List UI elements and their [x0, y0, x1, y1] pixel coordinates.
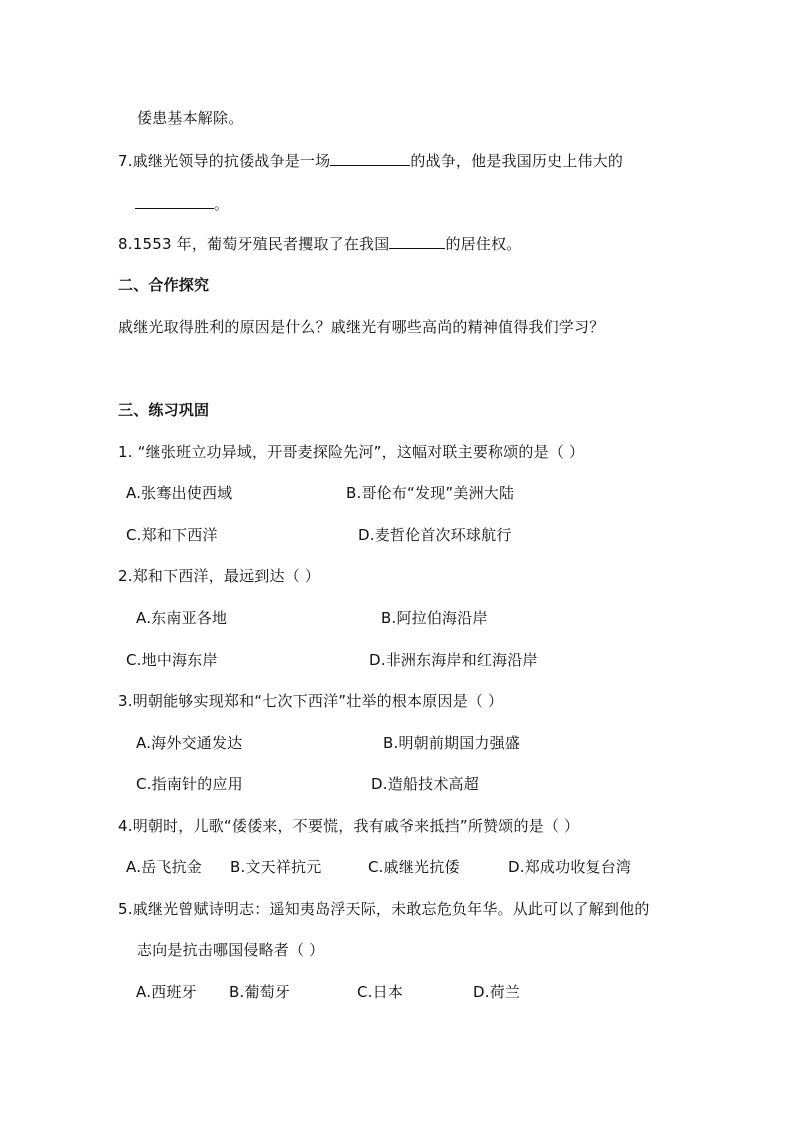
exercise-5-option-c[interactable]: C.日本	[357, 983, 404, 1001]
exercise-1-option-d[interactable]: D.麦哲伦首次环球航行	[358, 526, 512, 544]
exercise-3-option-d[interactable]: D.造船技术高超	[371, 775, 479, 793]
question-8-text-1: 8.1553 年，葡萄牙殖民者攫取了在我国	[118, 235, 390, 253]
exercise-5-option-d[interactable]: D.荷兰	[473, 983, 521, 1001]
exercise-3-option-b[interactable]: B.明朝前期国力强盛	[383, 734, 521, 752]
exercise-4-stem: 4.明朝时，儿歌“倭倭来，不要慌，我有戚爷来抵挡”所赞颂的是（ ）	[118, 817, 580, 835]
exercise-5-stem-line-1: 5.戚继光曾赋诗明志：遥知夷岛浮天际，未敢忘危负年华。从此可以了解到他的	[118, 900, 650, 918]
exercise-2-option-d[interactable]: D.非洲东海岸和红海沿岸	[369, 651, 538, 669]
question-8	[118, 233, 521, 254]
previous-question-continuation: 倭患基本解除。	[137, 109, 244, 127]
exercise-4-option-c[interactable]: C.戚继光抗倭	[368, 858, 460, 876]
exercise-1-option-b[interactable]: B.哥伦布“发现”美洲大陆	[346, 484, 515, 502]
exercise-5-option-b[interactable]: B.葡萄牙	[229, 983, 291, 1001]
exercise-5-stem-line-2: 志向是抗击哪国侵略者（ ）	[137, 941, 325, 959]
question-7-text-3: 。	[214, 195, 230, 213]
question-7-text-1: 7.戚继光领导的抗倭战争是一场	[118, 152, 331, 170]
question-7-blank-1[interactable]	[330, 150, 410, 166]
exercise-2-option-a[interactable]: A.东南亚各地	[136, 609, 228, 627]
exercise-2-option-c[interactable]: C.地中海东岸	[126, 651, 218, 669]
exercise-4-option-d[interactable]: D.郑成功收复台湾	[508, 858, 632, 876]
section-2-question: 戚继光取得胜利的原因是什么？戚继光有哪些高尚的精神值得我们学习？	[118, 318, 605, 336]
section-3-title: 三、练习巩固	[118, 401, 210, 419]
question-8-text-2: 的居住权。	[445, 235, 522, 253]
section-2-title: 二、合作探究	[118, 276, 210, 294]
exercise-2-stem: 2.郑和下西洋，最远到达（ ）	[118, 567, 321, 585]
exercise-5-option-a[interactable]: A.西班牙	[136, 983, 197, 1001]
exercise-2-option-b[interactable]: B.阿拉伯海沿岸	[381, 609, 488, 627]
exercise-1-option-a[interactable]: A.张骞出使西域	[126, 484, 233, 502]
exercise-3-option-c[interactable]: C.指南针的应用	[136, 775, 243, 793]
exercise-1-option-c[interactable]: C.郑和下西洋	[126, 526, 218, 544]
exercise-3-stem: 3.明朝能够实现郑和“七次下西洋”壮举的根本原因是（ ）	[118, 692, 504, 710]
exercise-1-stem: 1. “继张班立功异域，开哥麦探险先河”，这幅对联主要称颂的是（ ）	[118, 443, 585, 461]
question-7-text-2: 的战争，他是我国历史上伟大的	[410, 152, 624, 170]
exercise-3-option-a[interactable]: A.海外交通发达	[136, 734, 243, 752]
question-7-line-2	[135, 193, 229, 214]
question-8-blank[interactable]	[389, 233, 445, 249]
exercise-4-option-b[interactable]: B.文天祥抗元	[230, 858, 322, 876]
question-7	[118, 150, 623, 171]
exercise-4-option-a[interactable]: A.岳飞抗金	[126, 858, 202, 876]
question-7-blank-2[interactable]	[135, 193, 214, 209]
